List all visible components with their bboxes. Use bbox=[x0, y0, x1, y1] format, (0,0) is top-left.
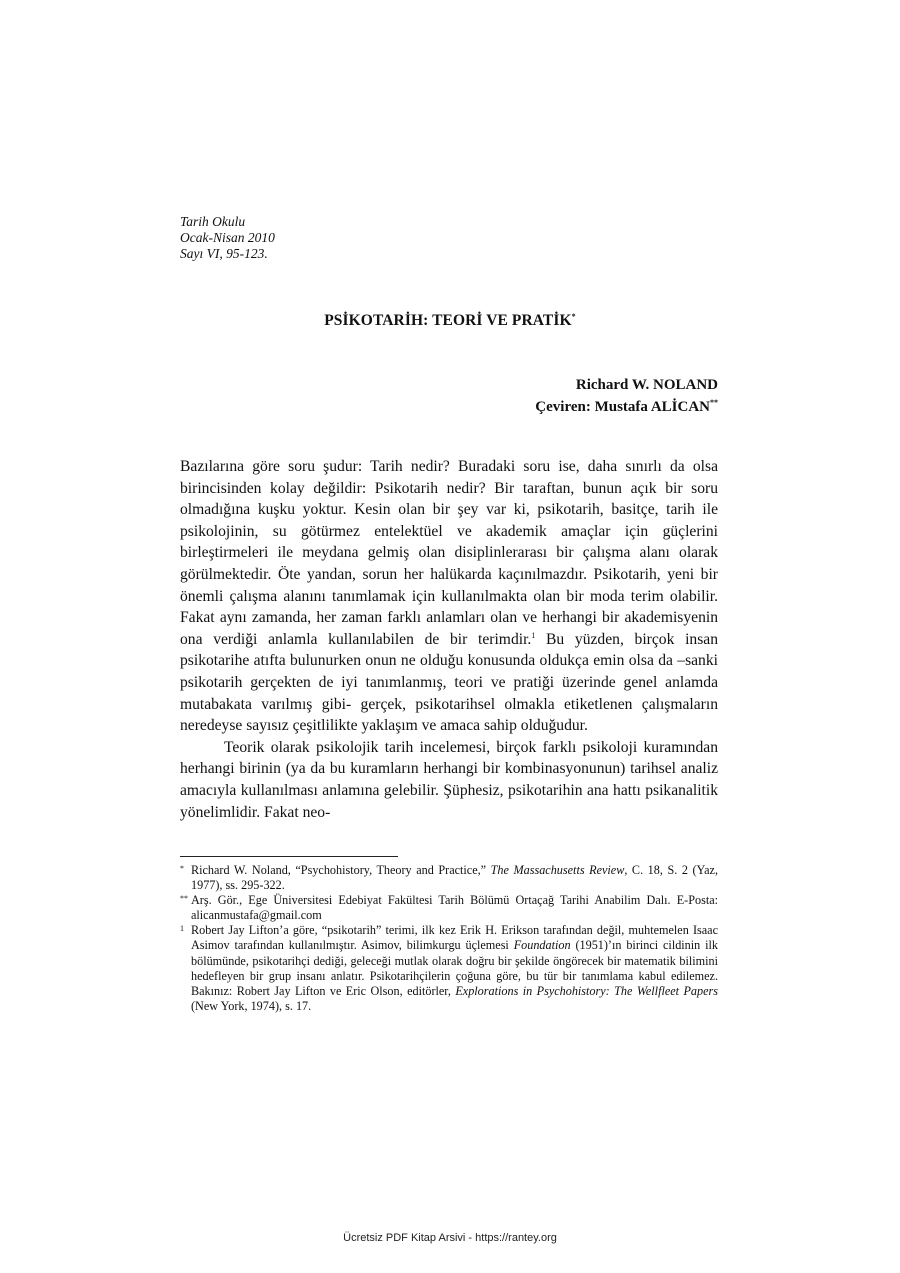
body-paragraph-1-part-a: Bazılarına göre soru şudur: Tarih nedir? Buradaki soru ise, daha sınırlı da olsa birincisinden kolay değildir: Psikotarih nedir? Bir taraftan, bunun açık bir soru olmadığına kuşku yoktur. Kesin olan bir şey var ki, psikotarih, basitçe, tarih ile psikolojinin, su götürmez entelektüel ve akademik amaçlar için güçlerini birleştirmeleri ile meydana gelmiş olan disiplinlerarası bir çalışma alanı olarak görülmektedir. Öte yandan, sorun her halükarda kaçınılmazdır. Psikotarih, yeni bir önemli çalışma alanını tanımlamak için kullanılmakta olan bir moda terim olabilir. Fakat aynı zamanda, her zaman farklı anlamları olan ve herhangi bir akademisyenin ona verdiği anlamla kullanılabilen de bir terimdir. bbox=[180, 458, 718, 648]
translator-name: Çeviren: Mustafa ALİCAN bbox=[535, 399, 710, 415]
footnote-1-text-c: (New York, 1974), s. 17. bbox=[191, 998, 312, 1013]
footnote-star-text bbox=[191, 863, 718, 893]
footnote-divider bbox=[180, 856, 398, 857]
translator-line bbox=[535, 396, 718, 418]
footnote-double-star-mark: ** bbox=[180, 894, 188, 904]
footnote-1 bbox=[180, 923, 718, 1014]
author-name: Richard W. NOLAND bbox=[575, 377, 718, 393]
footnote-1-text-b: (1951)’ın birinci cildinin ilk bölümünde, psikotarihçi dediği, geleceği mutlak olarak doğru bir şekilde öngörecek bir matematik bilimini hedefleyen bir grup insanı anlatır. Psikotarihçilerin çoğuna göre, bu tür bir tanımlama kabul edilemez. Bakınız: Robert Jay Lifton ve Eric Olson, editörler, bbox=[191, 938, 718, 998]
journal-issue: Sayı VI, 95-123. bbox=[180, 246, 268, 261]
body-paragraph-2: Teorik olarak psikolojik tarih incelemesi, birçok farklı psikoloji kuramından herhangi birinin (ya da bu kuramların herhangi bir kombinasyonunun) tarihsel analiz amacıyla kullanılması anlamına gelebilir. Şüphesiz, psikotarihin ana hattı psikanalitik yönelimlidir. Fakat neo- bbox=[180, 738, 718, 821]
footnote-1-text-a: Robert Jay Lifton’a göre, “psikotarih” terimi, ilk kez Erik H. Erikson tarafından değil, muhtemelen Isaac Asimov tarafından kullanılmıştır. Asimov, bilimkurgu üçlemesi bbox=[191, 923, 718, 953]
footnote-double-star bbox=[180, 893, 718, 923]
author-block bbox=[535, 374, 718, 418]
title-footnote-mark[interactable]: * bbox=[571, 311, 576, 321]
journal-date: Ocak-Nisan 2010 bbox=[180, 230, 275, 245]
footnote-double-star-text: Arş. Gör., Ege Üniversitesi Edebiyat Fakültesi Tarih Bölümü Ortaçağ Tarihi Anabilim Dalı. E-Posta: alicanmustafa@gmail.com bbox=[191, 893, 718, 923]
body-paragraph-1 bbox=[180, 456, 718, 737]
journal-name: Tarih Okulu bbox=[180, 214, 246, 229]
footnotes bbox=[180, 863, 718, 1014]
article-body bbox=[180, 456, 718, 823]
footnote-star bbox=[180, 863, 718, 893]
footnote-1-book-title: Foundation bbox=[513, 938, 571, 953]
footnote-1-text bbox=[191, 923, 718, 1014]
footnote-star-text-b: , C. 18, S. 2 (Yaz, 1977), ss. 295-322. bbox=[191, 863, 719, 893]
footnote-star-mark: * bbox=[180, 864, 184, 873]
footnote-1-ref[interactable]: 1 bbox=[531, 630, 536, 640]
footnote-star-text-a: Richard W. Noland, “Psychohistory, Theory and Practice,” bbox=[191, 863, 491, 877]
footnote-1-reference-title: Explorations in Psychohistory: The Wellfleet Papers bbox=[455, 983, 718, 998]
translator-footnote-mark[interactable]: ** bbox=[710, 398, 718, 407]
article-title bbox=[180, 312, 720, 330]
page-footer[interactable]: Ücretsiz PDF Kitap Arsivi - https://rantey.org bbox=[343, 1232, 557, 1244]
body-paragraph-1-part-b: Bu yüzden, birçok insan psikotarihe atıfta bulunurken onun ne olduğu konusunda oldukça emin olsa da –sanki psikotarih gerçekten de iyi tanımlanmış, teori ve pratiği üzerinde genel anlamda mutabakata varılmış gibi- gerçek, psikotarihsel olmakla etiketlenen çalışmaların neredeyse sayısız çeşitlilikte yaklaşım ve amaca sahip olduğudur. bbox=[180, 630, 718, 735]
journal-info bbox=[180, 214, 275, 262]
footnote-star-journal-title: The Massachusetts Review bbox=[490, 863, 625, 877]
footnote-1-mark: 1 bbox=[180, 924, 184, 934]
article-title-text: PSİKOTARİH: TEORİ VE PRATİK bbox=[324, 312, 572, 329]
